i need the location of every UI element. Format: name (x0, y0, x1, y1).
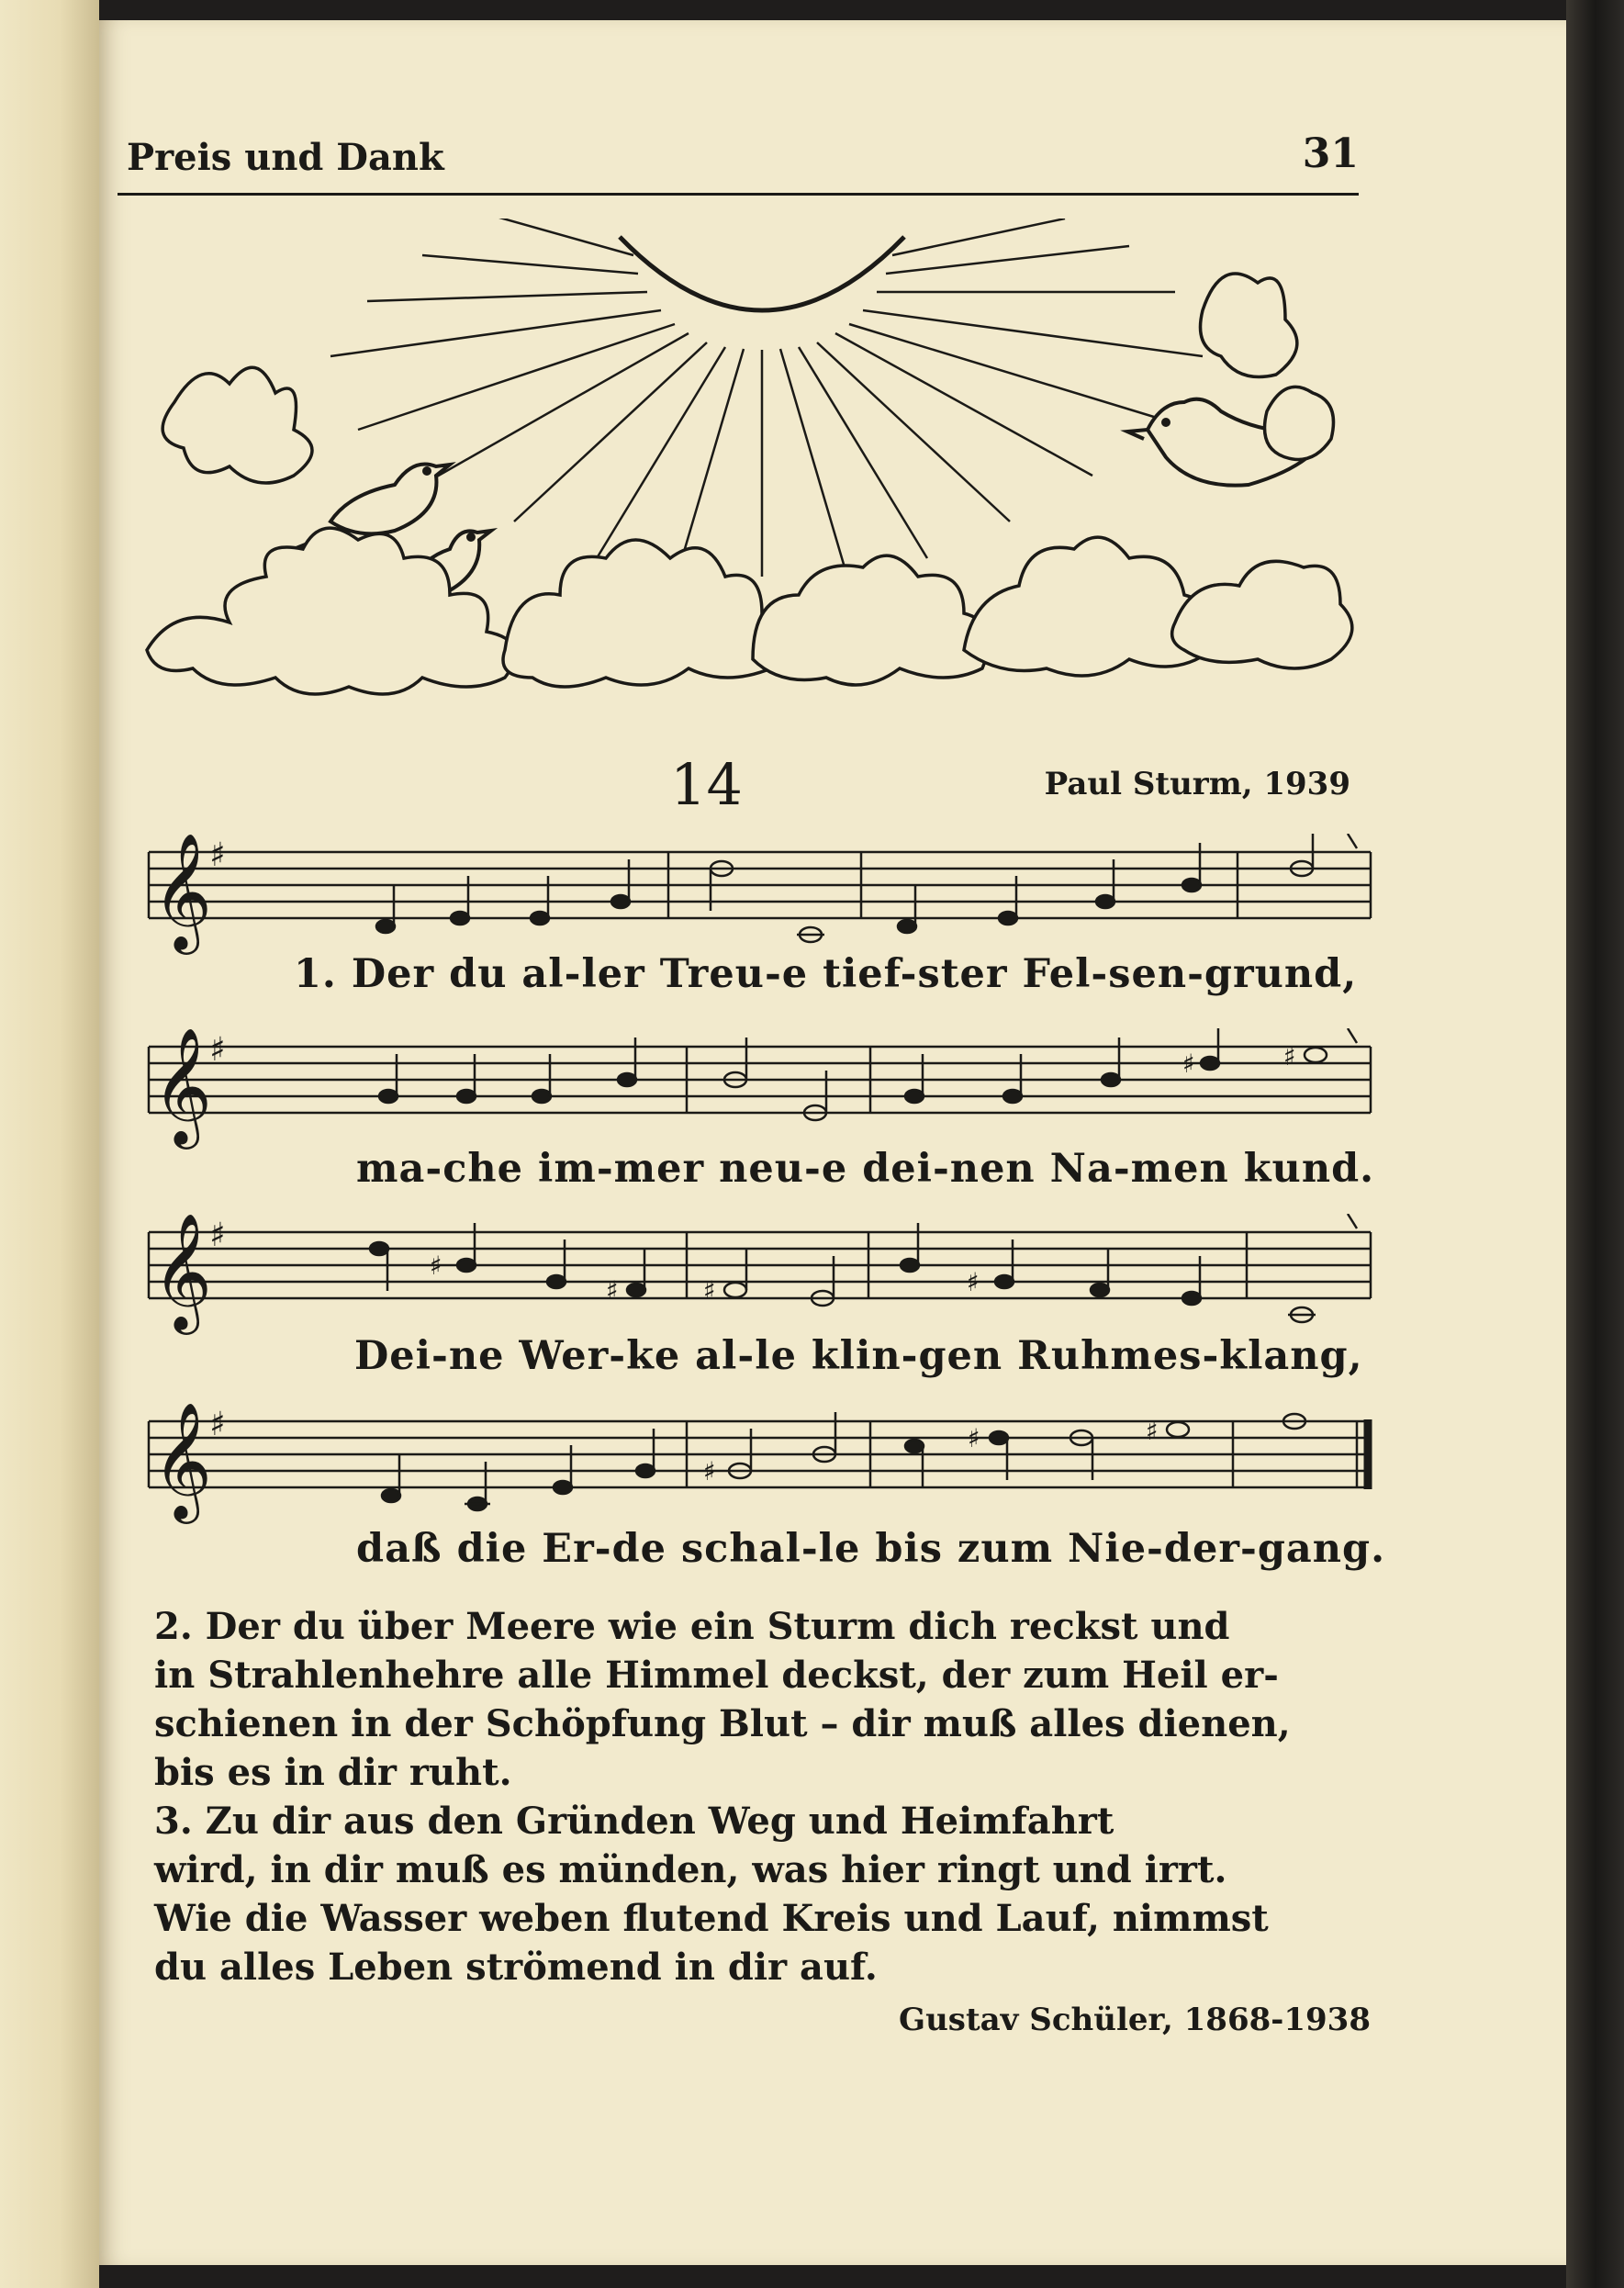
svg-text:𝄞: 𝄞 (152, 1214, 213, 1329)
svg-text:𝄞: 𝄞 (152, 834, 213, 949)
verse-line: schienen in der Schöpfung Blut – dir muß alles dienen, (154, 1702, 1291, 1745)
lyricist-credit: Gustav Schüler, 1868-1938 (899, 2002, 1371, 2038)
svg-text:♯: ♯ (209, 836, 226, 874)
composer-credit: Paul Sturm, 1939 (1044, 766, 1350, 802)
svg-text:♯: ♯ (967, 1267, 980, 1297)
svg-text:𝄞: 𝄞 (152, 1028, 213, 1144)
facing-page-edge (0, 0, 99, 2288)
svg-text:♯: ♯ (968, 1423, 980, 1453)
verse-2 (154, 1602, 1403, 1797)
verse-line: 2. Der du über Meere wie ein Sturm dich reckst und (154, 1605, 1230, 1648)
page-number: 31 (1302, 130, 1359, 177)
verse-line: Wie die Wasser weben flutend Kreis und Lauf, nimmst (154, 1897, 1269, 1940)
verse-line: bis es in dir ruht. (154, 1751, 512, 1794)
svg-text:♯: ♯ (1182, 1049, 1195, 1079)
hymn-number: 14 (670, 751, 743, 818)
svg-text:♯: ♯ (1146, 1416, 1159, 1446)
staff-3-notation (136, 1214, 1384, 1351)
svg-text:♯: ♯ (606, 1275, 619, 1306)
staff-4-notation (136, 1403, 1384, 1541)
sun-birds-foliage-illustration (119, 219, 1359, 733)
svg-text:♯: ♯ (430, 1251, 442, 1281)
verse-line: du alles Leben strömend in dir auf. (154, 1946, 878, 1989)
running-title: Preis und Dank (127, 136, 444, 179)
lyric-line-4: daß die Er-de schal-le bis zum Nie-der-gang. (356, 1526, 1386, 1572)
lyric-line-1: 1. Der du al-ler Treu-e tief-ster Fel-sen-grund, (294, 951, 1358, 997)
lyric-line-2: ma-che im-mer neu-e dei-nen Na-men kund. (356, 1146, 1375, 1192)
lyric-line-3: Dei-ne Wer-ke al-le klin-gen Ruhmes-klang, (354, 1333, 1363, 1379)
verse-line: wird, in dir muß es münden, was hier ringt und irrt. (154, 1848, 1227, 1891)
verse-line: in Strahlenhehre alle Himmel deckst, der zum Heil er- (154, 1654, 1279, 1697)
svg-text:♯: ♯ (209, 1031, 226, 1069)
svg-text:𝄞: 𝄞 (152, 1403, 213, 1519)
svg-text:♯: ♯ (703, 1456, 716, 1486)
page-header (118, 110, 1359, 196)
additional-verses (154, 1602, 1403, 1991)
verse-3 (154, 1797, 1403, 1991)
svg-text:♯: ♯ (1283, 1041, 1296, 1071)
svg-text:♯: ♯ (209, 1217, 226, 1254)
svg-text:♯: ♯ (209, 1406, 226, 1443)
verse-line: 3. Zu dir aus den Gründen Weg und Heimfahrt (154, 1800, 1114, 1843)
svg-text:♯: ♯ (703, 1275, 716, 1306)
book-cover-edge (1566, 0, 1624, 2288)
